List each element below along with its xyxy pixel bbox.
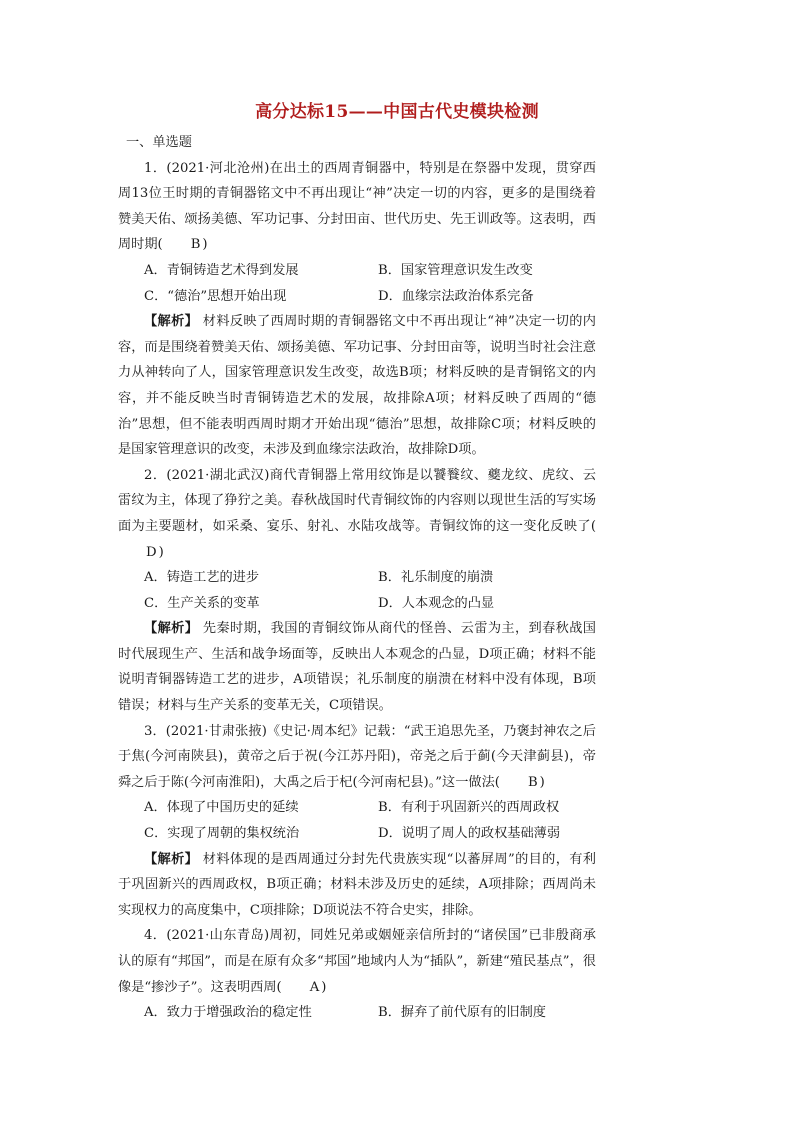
- analysis-block: [118, 847, 596, 924]
- option-a: A．体现了中国历史的延续: [144, 800, 299, 816]
- option-b: B．礼乐制度的崩溃: [378, 570, 494, 586]
- option-row: [118, 565, 596, 591]
- question-stem: 1．(2021·河北沧州)在出土的西周青铜器中，特别是在祭器中发现，贯穿西周13位王时期的青铜器铭文中不再出现让“神”决定一切的内容，更多的是围绕着赞美天佑、颂扬美德、军功记事、分封田亩、世代历史、先王训政等。这表明，西周时期( B ): [118, 156, 596, 258]
- option-row: [118, 284, 596, 310]
- question-1: [118, 156, 596, 463]
- option-d: D．血缘宗法政治体系完备: [378, 288, 534, 304]
- option-a: A．铸造工艺的进步: [144, 570, 260, 586]
- analysis-tag: 【解析】: [144, 314, 199, 330]
- answer-letter: B: [527, 774, 538, 790]
- option-row: [118, 258, 596, 284]
- option-a: A．青铜铸造艺术得到发展: [144, 262, 299, 278]
- question-3: [118, 719, 596, 924]
- question-stem: 2．(2021·湖北武汉)商代青铜器上常用纹饰是以饕餮纹、夔龙纹、虎纹、云雷纹为主，体现了狰狞之美。春秋战国时代青铜纹饰的内容则以现世生活的写实场面为主要题材，如采桑、宴乐、射礼、水陆攻战等。青铜纹饰的这一变化反映了(D ): [118, 463, 596, 565]
- option-b: B．国家管理意识发生改变: [378, 262, 533, 278]
- analysis-block: [118, 309, 596, 463]
- option-c: C．生产关系的变革: [144, 595, 260, 611]
- option-b: B．摒弃了前代原有的旧制度: [378, 1005, 546, 1021]
- answer-letter: D: [146, 544, 157, 560]
- analysis-text: 材料体现的是西周通过分封先代贵族实现“以蕃屏周”的目的，有利于巩固新兴的西周政权，B项正确；材料未涉及历史的延续，A项排除；西周尚未实现权力的高度集中，C项排除；D项说法不符合史实，排除。: [118, 851, 596, 918]
- option-b: B．有利于巩固新兴的西周政权: [378, 800, 560, 816]
- answer-letter: B: [190, 237, 201, 253]
- analysis-tag: 【解析】: [144, 851, 199, 867]
- question-2: [118, 463, 596, 719]
- document-title: 高分达标15——中国古代史模块检测: [255, 102, 539, 122]
- option-row: [118, 795, 596, 821]
- analysis-block: [118, 616, 596, 718]
- option-row: [118, 591, 596, 617]
- question-4: [118, 923, 596, 1025]
- option-d: D．人本观念的凸显: [378, 595, 495, 611]
- section-heading: 一、单选题: [126, 135, 192, 150]
- option-d: D．说明了周人的政权基础薄弱: [378, 826, 561, 842]
- analysis-text: 先秦时期，我国的青铜纹饰从商代的怪兽、云雷为主，到春秋战国时代展现生产、生活和战争场面等，反映出人本观念的凸显，D项正确；材料不能说明青铜器铸造工艺的进步，A项错误；礼乐制度的崩溃在材料中没有体现，B项错误；材料与生产关系的变革无关，C项错误。: [118, 621, 596, 714]
- question-stem: 3．(2021·甘肃张掖)《史记·周本纪》记载：“武王追思先圣，乃褒封神农之后于焦(今河南陕县)，黄帝之后于祝(今江苏丹阳)，帝尧之后于蓟(今天津蓟县)，帝舜之后于陈(今河南淮阳)，大禹之后于杞(今河南杞县)。”这一做法( B ): [118, 719, 596, 796]
- option-c: C．实现了周朝的集权统治: [144, 826, 300, 842]
- option-a: A．致力于增强政治的稳定性: [144, 1005, 312, 1021]
- analysis-tag: 【解析】: [144, 621, 199, 637]
- option-row: [118, 1000, 596, 1026]
- option-c: C．“德治”思想开始出现: [144, 288, 287, 304]
- analysis-text: 材料反映了西周时期的青铜器铭文中不再出现让“神”决定一切的内容，而是围绕着赞美天佑、颂扬美德、军功记事、分封田亩等，说明当时社会注意力从神转向了人，国家管理意识发生改变，故选B项；材料反映的是青铜铭文的内容，并不能反映当时青铜铸造艺术的发展，故排除A项；材料反映了西周的“德治”思想，但不能表明西周时期才开始出现“德治”思想，故排除C项；材料反映的是国家管理意识的改变，未涉及到血缘宗法政治，故排除D项。: [118, 314, 596, 458]
- answer-letter: A: [309, 979, 320, 995]
- question-stem: 4．(2021·山东青岛)周初，同姓兄弟或姻娅亲信所封的“诸侯国”已非殷商承认的原有“邦国”，而是在原有众多“邦国”地域内人为“插队”，新建“殖民基点”，很像是“掺沙子”。这表明西周( A ): [118, 923, 596, 1000]
- document-content: [118, 130, 596, 1026]
- option-row: [118, 821, 596, 847]
